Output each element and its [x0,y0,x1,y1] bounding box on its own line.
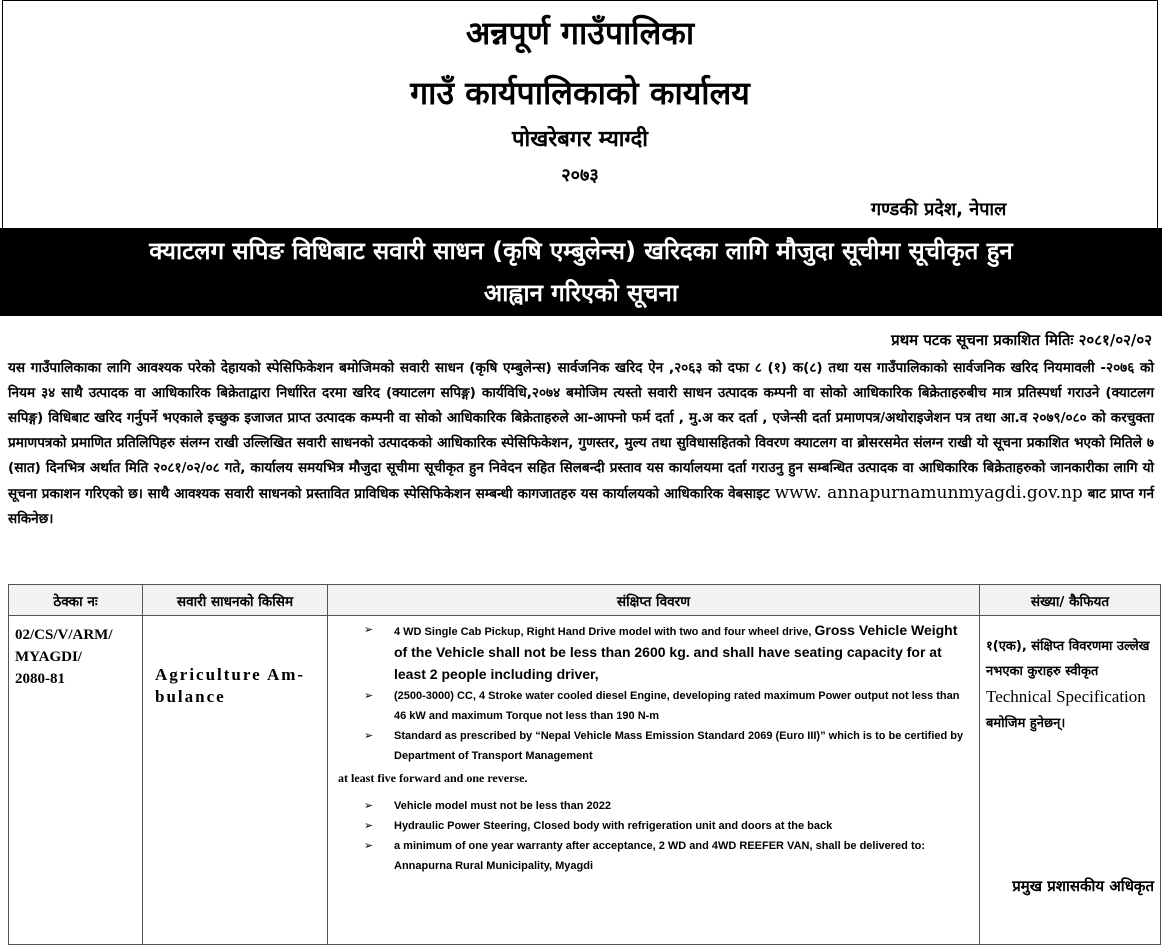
list-item [334,836,973,876]
list-item-emphasis: Gross Vehicle Weight of the Vehicle shall not be less than 2600 kg. and shall have seating capacity for at least 2 people including driver, [394,622,958,682]
description-cell [328,616,980,945]
signature-title: प्रमुख प्रशासकीय अधिकृत [1012,877,1154,895]
contract-number-line: MYAGDI/ [15,649,82,665]
contract-number-line: 2080-81 [15,671,65,687]
notice-body [8,356,1154,532]
header-contract-no: ठेक्का नः [9,585,143,616]
list-item-text: a minimum of one year warranty after acceptance, 2 WD and 4WD REEFER VAN, shall be delivered to: Annapurna Rural Municipality, Myagdi [394,840,925,872]
banner-title-line-2: आह्वान गरिएको सूचना [483,279,679,307]
list-item [334,620,973,686]
established-year: २०७३ [561,165,599,186]
header-description: संक्षिप्त विवरण [328,585,980,616]
list-item-text: (2500-3000) CC, 4 Stroke water cooled diesel Engine, developing rated maximum Power output not less than 46 kW and maximum Torque not less than 190 N-m [394,690,960,722]
province-label: गण्डकी प्रदेश, नेपाल [871,199,1007,220]
transmission-note: at least five forward and one reverse. [338,771,528,785]
remarks-text-end: बमोजिम हुनेछन्। [986,716,1066,731]
list-item-text: Vehicle model must not be less than 2022 [394,800,612,812]
office-name: अन्नपूर्ण गाउँपालिका [465,14,695,52]
specification-table [8,584,1161,945]
list-item-text: Hydraulic Power Steering, Closed body with refrigeration unit and doors at the back [394,820,833,832]
list-item [334,726,973,766]
banner-title-line-1: क्याटलग सपिङ विधिबाट सवारी साधन (कृषि एम्बुलेन्स) खरिदका लागि मौजुदा सूचीमा सूचीकृत हुन [149,237,1013,265]
vehicle-type-line: bulance [155,687,226,706]
contract-number-line: 02/CS/V/ARM/ [15,627,113,643]
list-item-text: 4 WD Single Cab Pickup, Right Hand Drive model with two and four wheel drive, [394,626,815,638]
remarks-text: १(एक), संक्षिप्त विवरणमा उल्लेख नभएका कुराहरु स्वीकृत [986,639,1150,679]
spec-list-a [334,620,973,766]
table-row [9,616,1161,945]
notice-body-text: यस गाउँपालिकाका लागि आवश्यक परेको देहायको स्पेसिफिकेशन बमोजिमको सवारी साधन (कृषि एम्बुलेन्स) सार्वजनिक खरिद ऐन ,२०६३ को दफा ८ (१) क(८) तथा यस गाउँपालिकाको सार्वजनिक खरिद नियमावली -२०७६ को नियम ३४ साथै उत्पादक वा आधिकारिक बिक्रेताद्वारा निर्धारित दरमा खरिद (क्याटलग सपिङ्ग) कार्यविधि,२०७४ बमोजिम त्यस्तो सवारी साधन उत्पादक कम्पनी वा सोको आधिकारिक बिक्रेताहरुबीच मात्र प्रतिस्पर्धा गराउने (क्याटलग सपिङ्ग) विधिबाट खरिद गर्नुपर्ने भएकाले इच्छुक इजाजत प्राप्त उत्पादक कम्पनी वा सोको आधिकारिक बिक्रेताहरुले आ-आफ्नो फर्म दर्ता , मु.अ कर दर्ता , एजेन्सी दर्ता प्रमाणपत्र/अथोराइजेशन पत्र तथा आ.व २०७९/०८० को करचुक्ता प्रमाणपत्रको प्रमाणित प्रतिलिपिहरु संलग्न राखी उल्लिखित सवारी साधनको उत्पादकको आधिकारिक स्पेसिफिकेशन, गुणस्तर, मुल्य तथा सुविधासहितको विवरण क्याटलग वा ब्रोसरसमेत संलग्न राखी यो सूचना प्रकाशित भएको मितिले ७ (सात) दिनभित्र अर्थात मिति २०८१/०२/०८ गते, कार्यालय समयभित्र मौजुदा सूचीमा सूचीकृत हुन निवेदन सहित सिलबन्दी प्रस्ताव यस कार्यालयमा दर्ता गराउनु हुन सम्बन्धित उत्पादक वा आधिकारिक बिक्रेताहरुको जानकारीका लागि यो सूचना प्रकाशन गरिएको छ। साथै आवश्यक सवारी साधनको प्रस्तावित प्राविधिक स्पेसिफिकेशन सम्बन्धी कागजातहरु यस कार्यालयको आधिकारिक वेबसाइट [8,360,1154,502]
header-vehicle-type: सवारी साधनको किसिम [143,585,328,616]
letterhead [2,0,1158,228]
list-item [334,796,973,816]
remarks-technical-spec: Technical Specification [986,687,1146,706]
contract-number-cell [9,616,143,945]
list-item [334,686,973,726]
list-item [334,816,973,836]
notice-body-end: बाट प्राप्त गर्न सकिनेछ। [8,486,1154,527]
vehicle-type-line: Agriculture Am- [155,665,306,684]
office-title: गाउँ कार्यपालिकाको कार्यालय [410,74,750,112]
publish-date: प्रथम पटक सूचना प्रकाशित मितिः २०८१/०२/०२ [891,331,1152,349]
table-header-row [9,585,1161,616]
office-location: पोखरेबगर म्याग्दी [512,127,648,152]
notice-title-banner [0,228,1162,316]
list-item-text: Standard as prescribed by “Nepal Vehicle Mass Emission Standard 2069 (Euro III)” which is to be certified by Department of Transport Management [394,730,964,762]
header-remarks: संख्या/ कैफियत [980,585,1161,616]
vehicle-type-cell [143,616,328,945]
website-link[interactable]: www. annapurnamunmyagdi.gov.np [774,483,1083,503]
spec-list-b [334,796,973,876]
